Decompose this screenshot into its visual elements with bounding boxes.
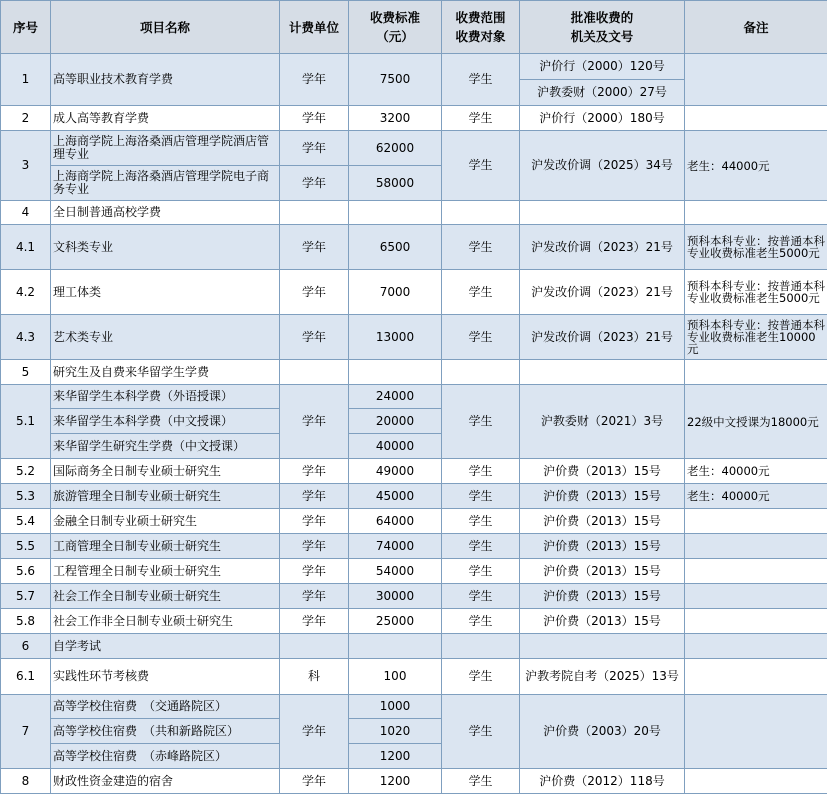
item-cell: 理工体类 xyxy=(51,270,280,315)
unit-cell: 学年 xyxy=(280,695,349,769)
note-cell: 预科本科专业：按普通本科专业收费标准老生5000元 xyxy=(685,270,827,315)
authority-cell: 沪发改价调（2023）21号 xyxy=(520,315,685,360)
authority-cell: 沪价费（2013）15号 xyxy=(520,534,685,559)
fee-cell: 6500 xyxy=(349,225,442,270)
item-cell: 来华留学生本科学费（外语授课） xyxy=(51,385,280,409)
seq-cell: 4 xyxy=(1,201,51,225)
seq-cell: 4.2 xyxy=(1,270,51,315)
note-cell: 预科本科专业：按普通本科专业收费标准老生5000元 xyxy=(685,225,827,270)
seq-cell: 5.4 xyxy=(1,509,51,534)
item-cell: 自学考试 xyxy=(51,634,280,659)
seq-cell: 6.1 xyxy=(1,659,51,695)
table-row xyxy=(1,459,827,484)
seq-cell: 4.1 xyxy=(1,225,51,270)
note-cell xyxy=(685,769,827,794)
unit-cell: 学年 xyxy=(280,54,349,106)
seq-cell: 5 xyxy=(1,360,51,385)
item-cell: 来华留学生研究生学费（中文授课） xyxy=(51,434,280,459)
fee-cell: 49000 xyxy=(349,459,442,484)
header-note: 备注 xyxy=(685,1,827,54)
authority-cell: 沪价费（2003）20号 xyxy=(520,695,685,769)
seq-cell: 4.3 xyxy=(1,315,51,360)
fee-cell: 7000 xyxy=(349,270,442,315)
table-row xyxy=(1,584,827,609)
table-row xyxy=(1,509,827,534)
note-cell: 老生：40000元 xyxy=(685,484,827,509)
item-cell: 金融全日制专业硕士研究生 xyxy=(51,509,280,534)
table-row xyxy=(1,201,827,225)
fee-cell: 25000 xyxy=(349,609,442,634)
fee-cell: 1200 xyxy=(349,769,442,794)
header-item: 项目名称 xyxy=(51,1,280,54)
seq-cell: 2 xyxy=(1,106,51,131)
header-authority: 批准收费的 机关及文号 xyxy=(520,1,685,54)
unit-cell: 学年 xyxy=(280,769,349,794)
note-cell: 老生：40000元 xyxy=(685,459,827,484)
scope-cell: 学生 xyxy=(442,534,520,559)
unit-cell: 学年 xyxy=(280,484,349,509)
unit-cell: 学年 xyxy=(280,225,349,270)
fee-cell: 3200 xyxy=(349,106,442,131)
item-cell: 社会工作非全日制专业硕士研究生 xyxy=(51,609,280,634)
header-seq: 序号 xyxy=(1,1,51,54)
scope-cell: 学生 xyxy=(442,484,520,509)
table-row xyxy=(1,225,827,270)
item-cell: 来华留学生本科学费（中文授课） xyxy=(51,409,280,434)
unit-cell: 学年 xyxy=(280,534,349,559)
note-cell xyxy=(685,54,827,106)
fee-cell: 20000 xyxy=(349,409,442,434)
header-scope: 收费范围 收费对象 xyxy=(442,1,520,54)
scope-cell: 学生 xyxy=(442,54,520,106)
table-row xyxy=(1,385,827,409)
header-standard: 收费标准 （元） xyxy=(349,1,442,54)
item-cell: 工商管理全日制专业硕士研究生 xyxy=(51,534,280,559)
unit-cell: 学年 xyxy=(280,459,349,484)
unit-cell: 学年 xyxy=(280,106,349,131)
note-cell xyxy=(685,584,827,609)
item-cell: 实践性环节考核费 xyxy=(51,659,280,695)
authority-cell: 沪价费（2013）15号 xyxy=(520,584,685,609)
table-row xyxy=(1,360,827,385)
table-row xyxy=(1,559,827,584)
item-cell: 高等学校住宿费 （赤峰路院区） xyxy=(51,744,280,769)
authority-cell: 沪价费（2013）15号 xyxy=(520,559,685,584)
item-cell: 研究生及自费来华留学生学费 xyxy=(51,360,280,385)
seq-cell: 8 xyxy=(1,769,51,794)
note-cell xyxy=(685,659,827,695)
fee-cell: 1000 xyxy=(349,695,442,719)
note-cell xyxy=(685,106,827,131)
fee-cell: 100 xyxy=(349,659,442,695)
note-cell: 22级中文授课为18000元 xyxy=(685,385,827,459)
item-cell: 上海商学院上海洛桑酒店管理学院电子商务专业 xyxy=(51,166,280,201)
item-cell: 高等学校住宿费 （交通路院区） xyxy=(51,695,280,719)
table-row xyxy=(1,609,827,634)
table-row xyxy=(1,315,827,360)
authority-cell: 沪价费（2013）15号 xyxy=(520,484,685,509)
authority-cell: 沪价行（2000）180号 xyxy=(520,106,685,131)
scope-cell: 学生 xyxy=(442,509,520,534)
fee-cell: 24000 xyxy=(349,385,442,409)
note-cell xyxy=(685,534,827,559)
scope-cell: 学生 xyxy=(442,106,520,131)
unit-cell: 学年 xyxy=(280,166,349,201)
seq-cell: 1 xyxy=(1,54,51,106)
header-unit: 计费单位 xyxy=(280,1,349,54)
fee-cell: 62000 xyxy=(349,131,442,166)
unit-cell: 学年 xyxy=(280,609,349,634)
item-cell: 上海商学院上海洛桑酒店管理学院酒店管理专业 xyxy=(51,131,280,166)
note-cell xyxy=(685,509,827,534)
item-cell: 工程管理全日制专业硕士研究生 xyxy=(51,559,280,584)
unit-cell: 学年 xyxy=(280,270,349,315)
table-row xyxy=(1,270,827,315)
unit-cell: 科 xyxy=(280,659,349,695)
table-row xyxy=(1,634,827,659)
authority-cell: 沪价费（2013）15号 xyxy=(520,459,685,484)
seq-cell: 5.3 xyxy=(1,484,51,509)
fee-cell: 1020 xyxy=(349,719,442,744)
item-cell: 国际商务全日制专业硕士研究生 xyxy=(51,459,280,484)
item-cell: 全日制普通高校学费 xyxy=(51,201,280,225)
fee-cell: 40000 xyxy=(349,434,442,459)
fee-cell: 74000 xyxy=(349,534,442,559)
unit-cell: 学年 xyxy=(280,509,349,534)
scope-cell: 学生 xyxy=(442,769,520,794)
scope-cell: 学生 xyxy=(442,659,520,695)
item-cell: 财政性资金建造的宿舍 xyxy=(51,769,280,794)
item-cell: 艺术类专业 xyxy=(51,315,280,360)
authority-cell: 沪发改价调（2023）21号 xyxy=(520,225,685,270)
unit-cell: 学年 xyxy=(280,131,349,166)
scope-cell: 学生 xyxy=(442,385,520,459)
unit-cell: 学年 xyxy=(280,584,349,609)
note-cell: 预科本科专业：按普通本科专业收费标准老生10000元 xyxy=(685,315,827,360)
authority-cell: 沪价费（2013）15号 xyxy=(520,609,685,634)
table-row xyxy=(1,534,827,559)
seq-cell: 5.5 xyxy=(1,534,51,559)
fee-cell: 45000 xyxy=(349,484,442,509)
authority-cell: 沪教委财（2000）27号 xyxy=(520,80,685,106)
scope-cell: 学生 xyxy=(442,225,520,270)
table-row xyxy=(1,695,827,719)
table-row xyxy=(1,54,827,80)
item-cell: 旅游管理全日制专业硕士研究生 xyxy=(51,484,280,509)
fee-cell: 13000 xyxy=(349,315,442,360)
item-cell: 文科类专业 xyxy=(51,225,280,270)
fee-cell: 64000 xyxy=(349,509,442,534)
scope-cell: 学生 xyxy=(442,315,520,360)
unit-cell: 学年 xyxy=(280,385,349,459)
authority-cell: 沪价费（2013）15号 xyxy=(520,509,685,534)
fee-cell: 58000 xyxy=(349,166,442,201)
scope-cell: 学生 xyxy=(442,459,520,484)
seq-cell: 5.6 xyxy=(1,559,51,584)
note-cell xyxy=(685,559,827,584)
seq-cell: 6 xyxy=(1,634,51,659)
unit-cell: 学年 xyxy=(280,315,349,360)
header-row xyxy=(1,1,827,54)
item-cell: 成人高等教育学费 xyxy=(51,106,280,131)
scope-cell: 学生 xyxy=(442,695,520,769)
authority-cell: 沪教委财（2021）3号 xyxy=(520,385,685,459)
authority-cell: 沪发改价调（2023）21号 xyxy=(520,270,685,315)
item-cell: 社会工作全日制专业硕士研究生 xyxy=(51,584,280,609)
note-cell xyxy=(685,695,827,769)
authority-cell: 沪价行（2000）120号 xyxy=(520,54,685,80)
seq-cell: 5.7 xyxy=(1,584,51,609)
note-cell: 老生：44000元 xyxy=(685,131,827,201)
table-row xyxy=(1,769,827,794)
seq-cell: 5.2 xyxy=(1,459,51,484)
scope-cell: 学生 xyxy=(442,609,520,634)
note-cell xyxy=(685,609,827,634)
seq-cell: 5.8 xyxy=(1,609,51,634)
authority-cell: 沪发改价调（2025）34号 xyxy=(520,131,685,201)
seq-cell: 7 xyxy=(1,695,51,769)
item-cell: 高等职业技术教育学费 xyxy=(51,54,280,106)
table-row xyxy=(1,659,827,695)
authority-cell: 沪教考院自考（2025）13号 xyxy=(520,659,685,695)
scope-cell: 学生 xyxy=(442,584,520,609)
table-row xyxy=(1,131,827,166)
seq-cell: 5.1 xyxy=(1,385,51,459)
fee-cell: 1200 xyxy=(349,744,442,769)
table-row xyxy=(1,484,827,509)
scope-cell: 学生 xyxy=(442,131,520,201)
table-row xyxy=(1,106,827,131)
fee-cell: 7500 xyxy=(349,54,442,106)
fee-cell: 54000 xyxy=(349,559,442,584)
scope-cell: 学生 xyxy=(442,559,520,584)
authority-cell: 沪价费（2012）118号 xyxy=(520,769,685,794)
fee-cell: 30000 xyxy=(349,584,442,609)
unit-cell: 学年 xyxy=(280,559,349,584)
item-cell: 高等学校住宿费 （共和新路院区） xyxy=(51,719,280,744)
seq-cell: 3 xyxy=(1,131,51,201)
scope-cell: 学生 xyxy=(442,270,520,315)
